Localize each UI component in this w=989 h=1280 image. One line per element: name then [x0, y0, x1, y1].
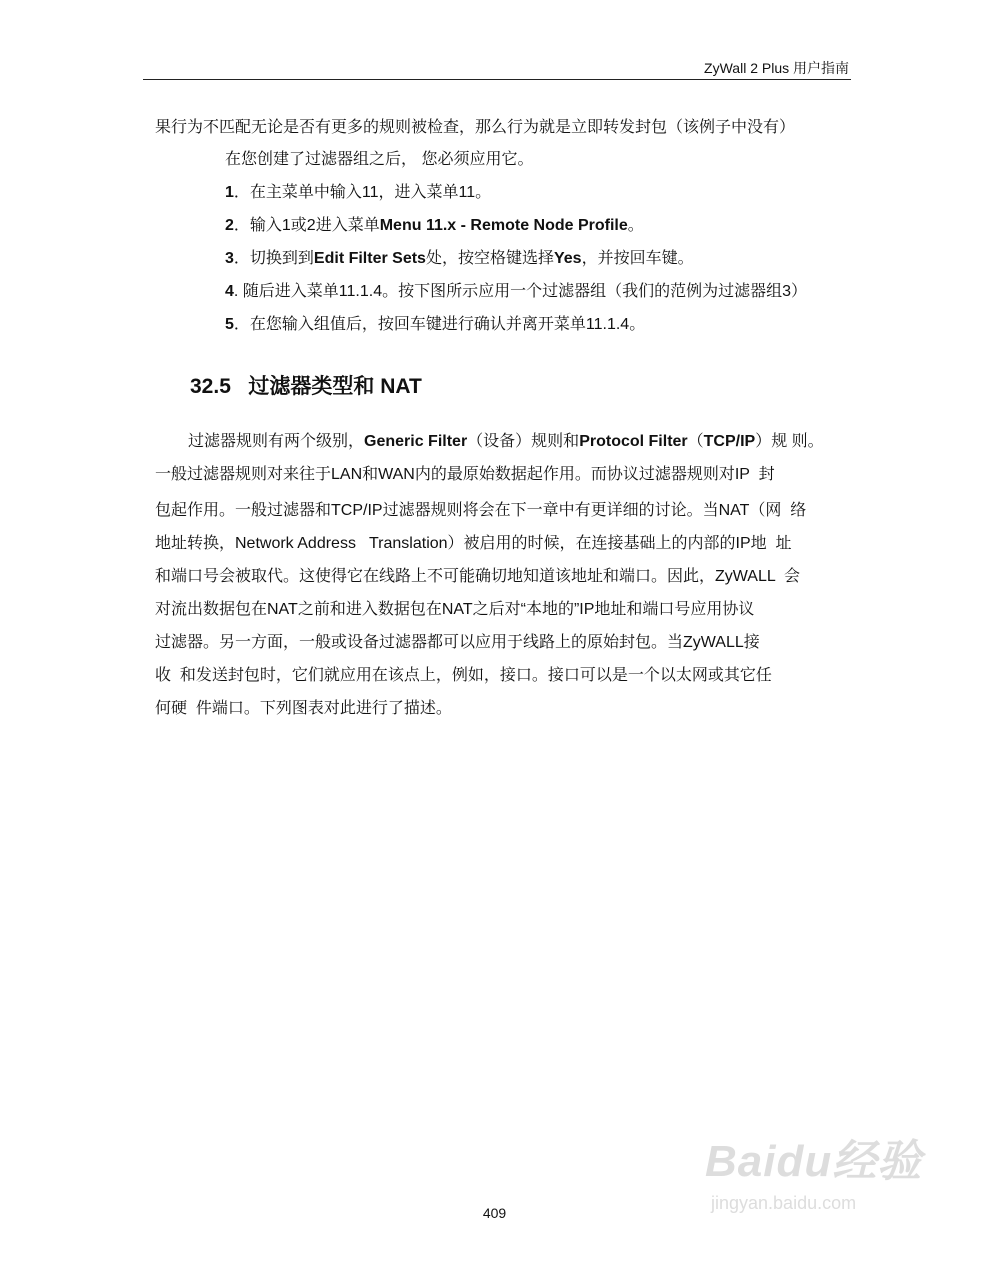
step-number: 5 [225, 316, 234, 333]
step-text: 处，按空格键选择 [425, 250, 554, 267]
bold-term: Protocol Filter [579, 433, 688, 450]
text: ）规 则。 [755, 433, 824, 450]
step-number: 3 [225, 250, 234, 267]
bold-term: Generic Filter [364, 433, 468, 450]
para-line: 一般过滤器规则对来往于LAN和WAN内的最原始数据起作用。而协议过滤器规则对IP 封 [155, 466, 775, 483]
intro-line: 果行为不匹配无论是否有更多的规则被检查，那么行为就是立即转发封包（该例子中没有） [155, 119, 796, 136]
text: 过滤器规则有两个级别， [188, 433, 365, 450]
para-line: 对流出数据包在NAT之前和进入数据包在NAT之后对“本地的”IP地址和端口号应用协议 [155, 601, 755, 618]
step-3 [225, 249, 694, 269]
step-text: ．在主菜单中输入11，进入菜单11。 [233, 184, 492, 201]
step-number: 4 [225, 283, 234, 300]
section-heading [190, 370, 422, 400]
para-line: 何硬 件端口。下列图表对此进行了描述。 [155, 700, 452, 717]
text: （ [687, 433, 704, 450]
step-2 [225, 216, 644, 236]
step-number: 2 [225, 217, 234, 234]
para-line: 地址转换，Network Address Translation）被启用的时候，在连接基础上的内部的IP地 址 [155, 535, 792, 552]
step-bold: Menu 11.x - Remote Node Profile [379, 217, 628, 234]
step-text: ．切换到到 [233, 250, 314, 267]
watermark-url: jingyan.baidu.com [711, 1193, 857, 1213]
text: （设备）规则和 [467, 433, 580, 450]
para-line: 收 和发送封包时，它们就应用在该点上，例如，接口。接口可以是一个以太网或其它任 [155, 667, 772, 684]
header-rule [143, 79, 851, 80]
para-line: 包起作用。一般过滤器和TCP/IP过滤器规则将会在下一章中有更详细的讨论。当NAT（网 络 [155, 502, 807, 519]
watermark-logo: Baidu经验 [705, 1137, 923, 1186]
step-text: ，并按回车键。 [581, 250, 694, 267]
step-text: 。 [627, 217, 644, 234]
para-line [188, 432, 824, 452]
section-number: 32.5 [190, 375, 231, 398]
running-header: ZyWall 2 Plus 用户指南 [704, 60, 849, 76]
intro-line: 在您创建了过滤器组之后， 您必须应用它。 [225, 151, 534, 168]
bold-term: TCP/IP [703, 433, 756, 450]
step-1 [225, 183, 491, 203]
step-4 [225, 282, 807, 302]
baidu-watermark [705, 1125, 922, 1214]
step-5 [225, 315, 645, 335]
para-line: 和端口号会被取代。这使得它在线路上不可能确切地知道该地址和端口。因此，ZyWALL 会 [155, 568, 801, 585]
step-number: 1 [225, 184, 234, 201]
step-text: ．输入1或2进入菜单 [233, 217, 380, 234]
page-number: 409 [482, 1205, 507, 1221]
step-text: ．在您输入组值后，按回车键进行确认并离开菜单11.1.4。 [233, 316, 646, 333]
step-bold: Yes [553, 250, 582, 267]
para-line: 过滤器。另一方面，一般或设备过滤器都可以应用于线路上的原始封包。当ZyWALL接 [155, 634, 760, 651]
step-bold: Edit Filter Sets [313, 250, 426, 267]
section-title: 过滤器类型和 NAT [248, 375, 422, 398]
step-text: . 随后进入菜单11.1.4。按下图所示应用一个过滤器组（我们的范例为过滤器组3） [233, 283, 807, 300]
